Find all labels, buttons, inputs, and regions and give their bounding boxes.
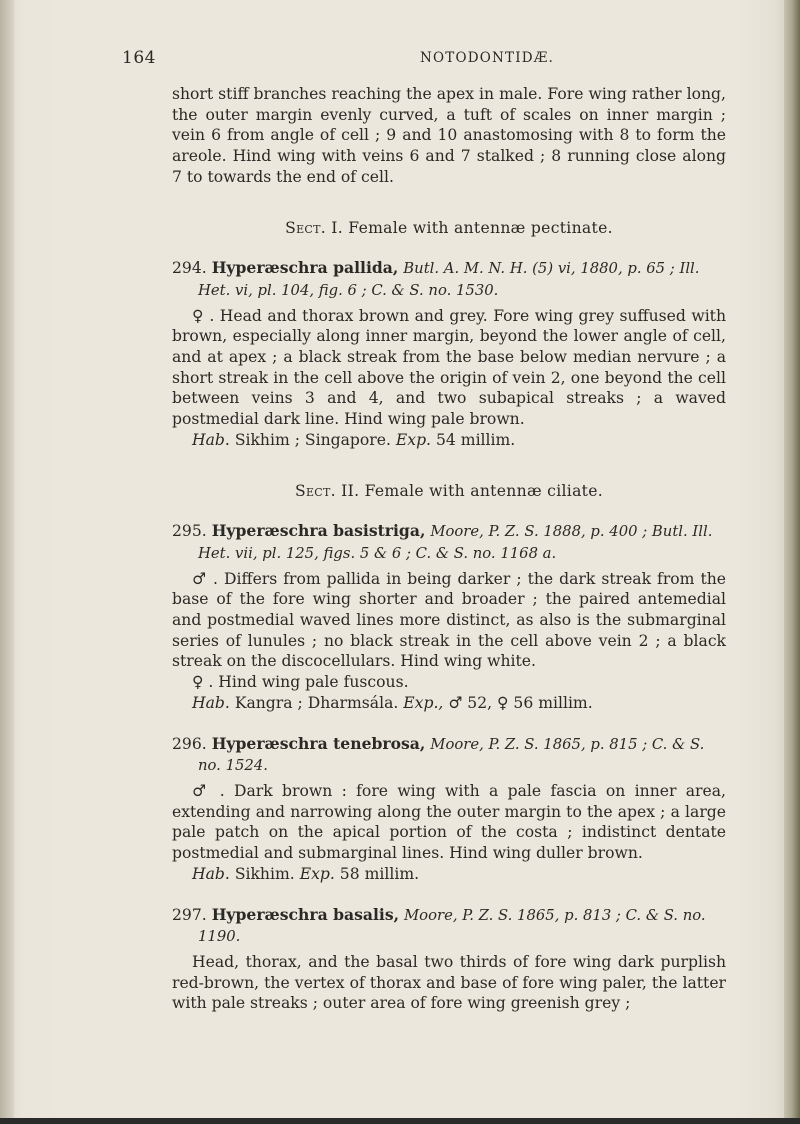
section-heading-2: Sect. II. Female with antennæ ciliate. (294, 481, 604, 500)
page-header (122, 48, 722, 70)
species-name: Hyperæschra basistriga, (211, 521, 426, 541)
species-entry-296 (172, 734, 726, 885)
page-bottom-edge (0, 1118, 800, 1124)
running-head: NOTODONTIDÆ. (420, 50, 555, 66)
species-number: 296. (172, 734, 207, 753)
species-description: ♂ . Dark brown : fore wing with a pale fascia on inner area, extending and narrowing along the outer margin to the apex ; a large pale patch on the apical portion of the costa ; indistinct dentate postmedial and submarginal lines. Hind wing duller brown. (172, 781, 726, 863)
species-name: Hyperæschra pallida, (211, 258, 399, 278)
intro-paragraph: short stiff branches reaching the apex in male. Fore wing rather long, the outer margin evenly curved, a tuft of scales on inner margin ; vein 6 from angle of cell ; 9 and 10 anastomosing with 8 to form the areole. Hind wing with veins 6 and 7 stalked ; 8 running close along 7 to towards the end of cell. (172, 85, 726, 186)
species-description-male: ♂ . Differs from pallida in being darker ; the dark streak from the base of the fore wing shorter and broader ; the paired antemedial and postmedial waved lines more distinct, as also is the submarginal series of lunules ; no black streak in the cell above vein 2 ; a black streak on the discocellulars. Hind wing white. (172, 569, 726, 671)
habitat-line: Hab. Kangra ; Dharmsála. Exp., ♂ 52, ♀ 56 millim. (192, 693, 593, 712)
page-body (172, 84, 726, 1014)
species-reference: Moore, P. Z. S. 1865, p. 815 ; C. & S. no. 1524. (198, 735, 705, 775)
species-heading (172, 905, 726, 948)
species-reference: Moore, P. Z. S. 1865, p. 813 ; C. & S. no. 1190. (198, 906, 706, 946)
species-number: 294. (172, 259, 207, 278)
section-heading-1: Sect. I. Female with antennæ pectinate. (285, 218, 613, 237)
habitat-line: Hab. Sikhim. Exp. 58 millim. (192, 864, 420, 883)
page-number: 164 (122, 48, 156, 68)
species-name: Hyperæschra tenebrosa, (211, 733, 426, 753)
page-edge-shadow (784, 0, 800, 1124)
species-heading (172, 734, 726, 777)
species-number: 297. (172, 905, 207, 924)
species-heading (172, 521, 726, 564)
species-name: Hyperæschra basalis, (211, 904, 400, 924)
species-number: 295. (172, 522, 207, 541)
species-entry-297 (172, 905, 726, 1015)
page-gutter-shadow (0, 0, 14, 1124)
species-description: ♀ . Head and thorax brown and grey. Fore wing grey suffused with brown, especially along inner margin, beyond the lower angle of cell, and at apex ; a black streak from the base below median nervure ; a short streak in the cell above the origin of vein 2, one beyond the cell between veins 3 and 4, and two subapical streaks ; a waved postmedial dark line. Hind wing pale brown. (172, 306, 726, 429)
species-description-female: ♀ . Hind wing pale fuscous. (192, 673, 409, 692)
habitat-line: Hab. Sikhim ; Singapore. Exp. 54 millim. (192, 430, 516, 449)
species-reference: Moore, P. Z. S. 1888, p. 400 ; Butl. Ill. Het. vii, pl. 125, figs. 5 & 6 ; C. & S. no. 1168 a. (198, 523, 713, 562)
species-heading (172, 258, 726, 301)
species-entry-295 (172, 521, 726, 713)
species-entry-294 (172, 258, 726, 450)
species-description: Head, thorax, and the basal two thirds of fore wing dark purplish red-brown, the vertex of thorax and base of fore wing paler, the latter with pale streaks ; outer area of fore wing greenish grey ; (172, 952, 726, 1013)
species-reference: Butl. A. M. N. H. (5) vi, 1880, p. 65 ; Ill. Het. vi, pl. 104, fig. 6 ; C. & S. no. 1530. (198, 260, 700, 299)
